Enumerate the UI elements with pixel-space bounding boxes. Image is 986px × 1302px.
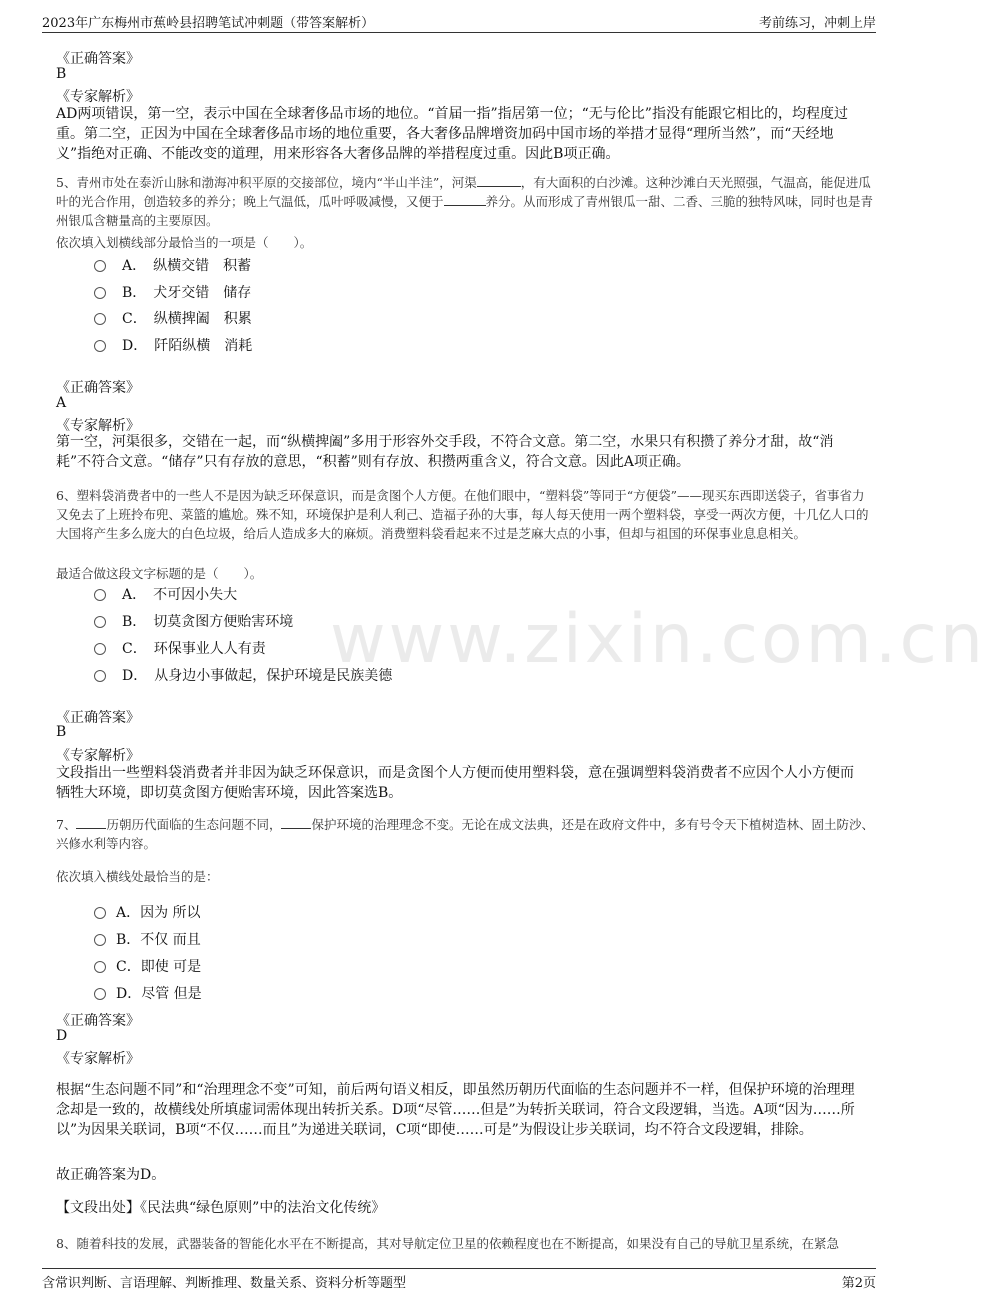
page-footer — [42, 1268, 876, 1293]
analysis-text: 第一空，河渠很多，交错在一起，而“纵横捭阖”多用于形容外交手段，不符合文意。第二空，水果只有积攒了养分才甜，故“消耗”不符合文意。“储存”只有存放的意思，“积蓄”则有存放、积攒两重含义，符合文意。因此A项正确。 — [56, 434, 834, 470]
question-text: 8、随着科技的发展，武器装备的智能化水平在不断提高，其对导航定位卫星的依赖程度也在不断提高，如果没有自己的导航卫星系统，在紧急 — [56, 1236, 839, 1251]
radio-icon[interactable] — [94, 589, 106, 601]
radio-icon[interactable] — [94, 313, 106, 325]
source-line — [56, 1198, 860, 1218]
option-d[interactable]: D． 阡陌纵横 消耗 — [94, 335, 252, 355]
question-text: 7、 历朝历代面临的生态问题不同， 保护环境的治理理念不变。无论在成文法典，还是在政府文件中，多有号令天下植树造林、固土防沙、兴修水利等内容。 — [56, 817, 874, 851]
radio-icon[interactable] — [94, 340, 106, 352]
analysis-text: AD两项错误，第一空，表示中国在全球奢侈品市场的地位。“首届一指”指居第一位；“无与伦比”指没有能跟它相比的，均程度过重。第二空，正因为中国在全球奢侈品市场的地位重要，各大奢侈品牌增资加码中国市场的举措才显得“理所当然”，而“天经地义”指绝对正确、不能改变的道理，用来形容各大奢侈品牌的举措程度过重。因此B项正确。 — [56, 106, 848, 162]
watermark: www.zixin.com.cn — [330, 600, 986, 679]
analysis-label: 《专家解析》 — [56, 89, 140, 105]
option-b[interactable]: B． 犬牙交错 储存 — [94, 282, 251, 302]
page-header — [42, 10, 876, 33]
option-c[interactable]: C． 环保事业人人有责 — [94, 638, 266, 658]
radio-icon[interactable] — [94, 616, 106, 628]
answer-value: B — [56, 724, 67, 740]
radio-icon[interactable] — [94, 260, 106, 272]
answer-label: 《正确答案》 — [56, 710, 140, 726]
document-title: 2023年广东梅州市蕉岭县招聘笔试冲刺题（带答案解析） — [42, 16, 375, 31]
analysis-text: 根据“生态问题不同”和“治理理念不变”可知，前后两句语义相反，即虽然历朝历代面临的生态问题并不一样，但保护环境的治理理念却是一致的，故横线处所填虚词需体现出转折关系。D项“尽管……但是”为转折关联词，符合文段逻辑，当选。A项“因为……所以”为因果关联词，B项“不仅……而且”为递进关联词，C项“即使……可是”为假设让步关联词，均不符合文段逻辑，排除。 — [56, 1082, 855, 1138]
answer-value: A — [56, 395, 67, 411]
radio-icon[interactable] — [94, 907, 106, 919]
radio-icon[interactable] — [94, 934, 106, 946]
question-text: 5、青州市处在泰沂山脉和渤海冲积平原的交接部位，境内“半山半洼”，河渠 ，有大面积的白沙滩。这种沙滩白天光照强，气温高，能促进瓜叶的光合作用，创造较多的养分；晚上气温低，瓜叶呼吸减慢，又便于 养分。从而形成了青州银瓜一甜、二香、三脆的独特风味，同时也是青州银瓜含糖量高的主要原因。 — [56, 175, 874, 228]
question-stem: 依次填入横线处最恰当的是： — [56, 869, 219, 884]
analysis-label: 《专家解析》 — [56, 1051, 140, 1067]
option-b[interactable]: B． 切莫贪图方便贻害环境 — [94, 611, 293, 631]
question-text: 6、塑料袋消费者中的一些人不是因为缺乏环保意识，而是贪图个人方便。在他们眼中，“塑料袋”等同于“方便袋”——现买东西即送袋子，省事省力又免去了上班拎布兜、菜篮的尴尬。殊不知，环境保护是利人利己、造福子孙的大事，每人每天使用一两个塑料袋，享受一两次方便，十几亿人口的大国将产生多么庞大的白色垃圾，给后人造成多大的麻烦。消费塑料袋看起来不过是芝麻大点的小事，但却与祖国的环保事业息息相关。 — [56, 488, 869, 541]
answer-value: D — [56, 1028, 68, 1044]
page-number: 第2页 — [841, 1276, 876, 1291]
radio-icon[interactable] — [94, 670, 106, 682]
option-b[interactable]: B．不仅 而且 — [94, 929, 201, 949]
conclusion-text: 故正确答案为D。 — [56, 1167, 166, 1183]
answer-value: B — [56, 66, 67, 82]
option-c[interactable]: C． 纵横捭阖 积累 — [94, 308, 252, 328]
radio-icon[interactable] — [94, 643, 106, 655]
radio-icon[interactable] — [94, 961, 106, 973]
header-slogan: 考前练习，冲刺上岸 — [758, 16, 876, 31]
answer-label: 《正确答案》 — [56, 380, 140, 396]
option-d[interactable]: D． 从身边小事做起，保护环境是民族美德 — [94, 665, 392, 685]
option-a[interactable]: A． 纵横交错 积蓄 — [94, 255, 251, 275]
radio-icon[interactable] — [94, 988, 106, 1000]
question-stem: 最适合做这段文字标题的是（ ）。 — [56, 566, 263, 581]
radio-icon[interactable] — [94, 287, 106, 299]
footer-note: 含常识判断、言语理解、判断推理、数量关系、资料分析等题型 — [42, 1276, 407, 1291]
question-stem: 依次填入划横线部分最恰当的一项是（ ）。 — [56, 235, 313, 250]
answer-label: 《正确答案》 — [56, 51, 140, 67]
answer-label: 《正确答案》 — [56, 1013, 140, 1029]
option-a[interactable]: A．因为 所以 — [94, 902, 201, 922]
option-c[interactable]: C．即使 可是 — [94, 956, 201, 976]
source-title: 《民法典“绿色原则”中的法治文化传统》 — [140, 1200, 386, 1216]
option-a[interactable]: A． 不可因小失大 — [94, 584, 237, 604]
source-tag: 【文段出处】 — [56, 1200, 140, 1216]
option-d[interactable]: D．尽管 但是 — [94, 983, 202, 1003]
analysis-label: 《专家解析》 — [56, 418, 140, 434]
analysis-label: 《专家解析》 — [56, 748, 140, 764]
analysis-text: 文段指出一些塑料袋消费者并非因为缺乏环保意识，而是贪图个人方便而使用塑料袋，意在强调塑料袋消费者不应因个人小方便而牺牲大环境，即切莫贪图方便贻害环境，因此答案选B。 — [56, 765, 854, 801]
